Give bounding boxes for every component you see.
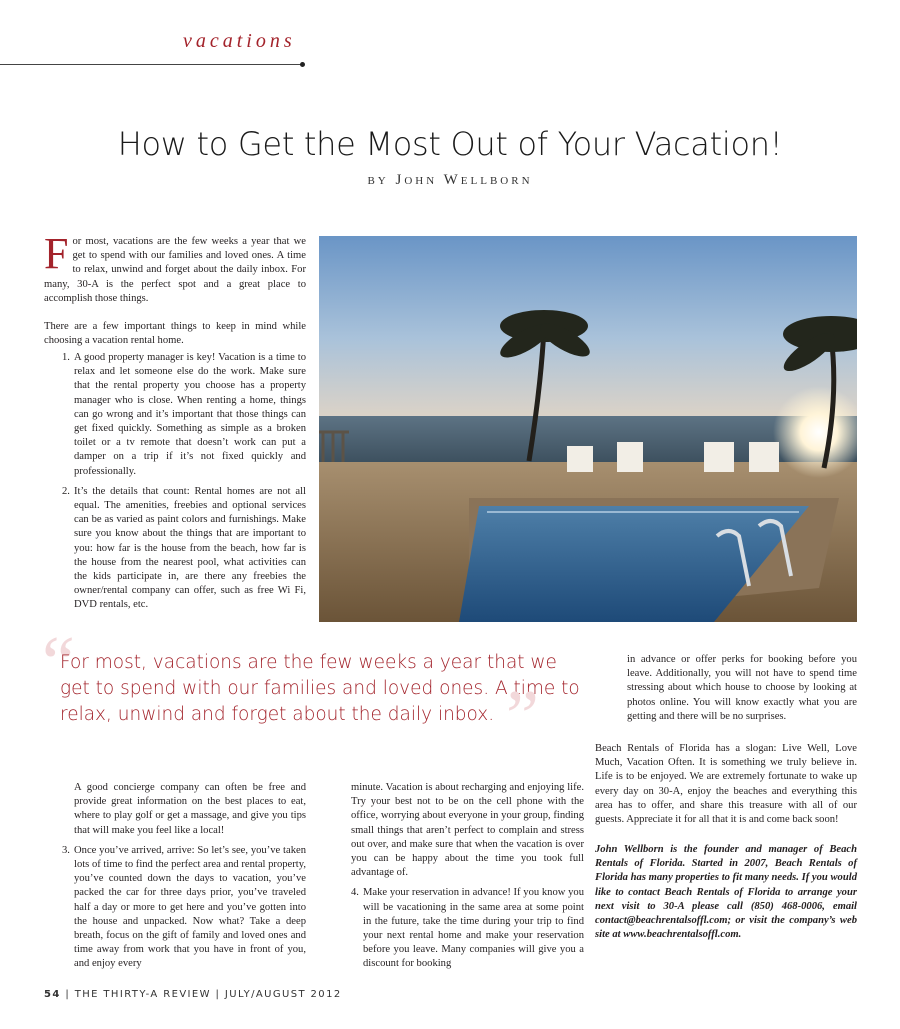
list-item — [62, 351, 306, 479]
column-2 — [351, 781, 584, 972]
column-1 — [62, 781, 306, 972]
slogan-paragraph: Beach Rentals of Florida has a slogan: Live Well, Love Much, Vacation Often. It is something we truly believe in. Life is to be enjoyed. We are extremely fortunate to wake up every day on 30-A, enjoy the beaches and everything this area has to offer, and share this treasure with all of our guests. Appreciate it for all that it is and come back soon! — [595, 743, 857, 826]
list-item-text: Make your reservation in advance! If you know you will be vacationing in the same area at some point in the future, take the time during your trip to find your next rental home and make your reservation before you leave. Many companies will give you a discount for booking — [363, 887, 584, 970]
header-rule-dot — [300, 62, 305, 67]
section-tag: vacations — [183, 30, 296, 52]
pull-quote-text: For most, vacations are the few weeks a year that we get to spend with our families and loved ones. A time to relax, unwind and forget about the daily inbox. — [60, 652, 580, 725]
drop-cap: F — [44, 229, 69, 278]
photo-illustration — [319, 236, 857, 622]
pull-quote — [42, 622, 584, 758]
article-byline: by John Wellborn — [367, 172, 533, 188]
list-item-text: It’s the details that count: Rental homes are not all equal. The amenities, freebies and optional services can be as varied as paint colors and furnishings. Make sure you know about the things that are important to you: how far is the house from the beach, how far is the house from the nearest pool, what activities can the kids participate in, are there any freebies the owner/rental company can offer, such as free Wi Fi, DVD rentals, etc. — [74, 485, 306, 611]
author-bio: John Wellborn is the founder and manager of Beach Rentals of Florida. Started in 2007, Beach Rentals of Florida has many properties to fit many needs. If you would like to contact Beach Rentals of Florida to arrange your next visit to 30-A please call (850) 468-0006, email contact@beachrentalsoffl.com; or visit the company’s web site at www.beachrentalsoffl.com. — [595, 844, 857, 941]
close-quote-icon: ” — [506, 676, 539, 758]
intro-text: or most, vacations are the few weeks a year that we get to spend with our families and loved ones. A time to relax, unwind and forget about the daily inbox. For many, 30-A is the perfect spot and a great place to accomplish those things. — [44, 236, 306, 304]
list-item — [62, 485, 306, 613]
list-number: 4. — [351, 887, 359, 899]
issue-date: JULY/AUGUST 2012 — [224, 989, 342, 1000]
intro-paragraph — [44, 229, 306, 306]
tips-list-1 — [62, 351, 306, 613]
list-intro-paragraph: There are a few important things to keep in mind while choosing a vacation rental home. — [44, 321, 306, 347]
article-title: How to Get the Most Out of Your Vacation! — [117, 125, 783, 163]
list-item-text: A good property manager is key! Vacation is a time to relax and let someone else do the work. Make sure that the rental property you choose has a property manager who is close. When renting a home, things can go wrong and it’s important that those things can get fixed quickly. Something as simple as a broken toilet or a tv remote that doesn’t work can put a damper on a trip if it’s not fixed quickly and professionally. — [74, 352, 306, 477]
pool-sunset-photo — [319, 236, 857, 622]
list-item — [62, 844, 306, 972]
recharge-paragraph: minute. Vacation is about recharging and enjoying life. Try your best not to be on the cell phone with the office, worrying about everyone in your group, finding small things that aren’t perfect to complain and stress out over, and make sure that when the vacation is over you can be happy about the time you took full advantage of. — [351, 782, 584, 879]
page-number: 54 — [44, 989, 61, 1000]
page-footer — [44, 989, 342, 1000]
list-item-text: Once you’ve arrived, arrive: So let’s see, you’ve taken lots of time to find the perfect area and rental property, you’ve counted down the days to vacation, you’ve packed the car for three days prior, you’ve traveled half a day or more to get here and you’ve gotten into the house and unpacked. Now what? Take a deep breath, focus on the gift of family and loved ones and time away from work that you have in front of you, and enjoy every — [74, 844, 306, 970]
publication-name: THE THIRTY-A REVIEW — [74, 989, 211, 1000]
header-rule — [0, 64, 303, 65]
tips-list-3 — [62, 844, 306, 972]
concierge-paragraph: A good concierge company can often be free and provide great information on the best places to eat, where to play golf or get a massage, and give you tips that will make you feel like a local! — [74, 782, 306, 836]
list-item — [351, 886, 584, 971]
list-number: 2. — [62, 485, 70, 497]
list-number: 3. — [62, 844, 70, 856]
continuation-paragraph: in advance or offer perks for booking before you leave. Additionally, you will not have to spend time stressing about which house to choose by looking at photos online. You will know exactly what you are getting and there will be no surprises. — [627, 654, 857, 722]
tips-list-4 — [351, 886, 584, 971]
list-number: 1. — [62, 352, 70, 363]
footer-separator: | — [215, 989, 221, 1000]
open-quote-icon: “ — [42, 622, 75, 704]
footer-separator: | — [65, 989, 71, 1000]
